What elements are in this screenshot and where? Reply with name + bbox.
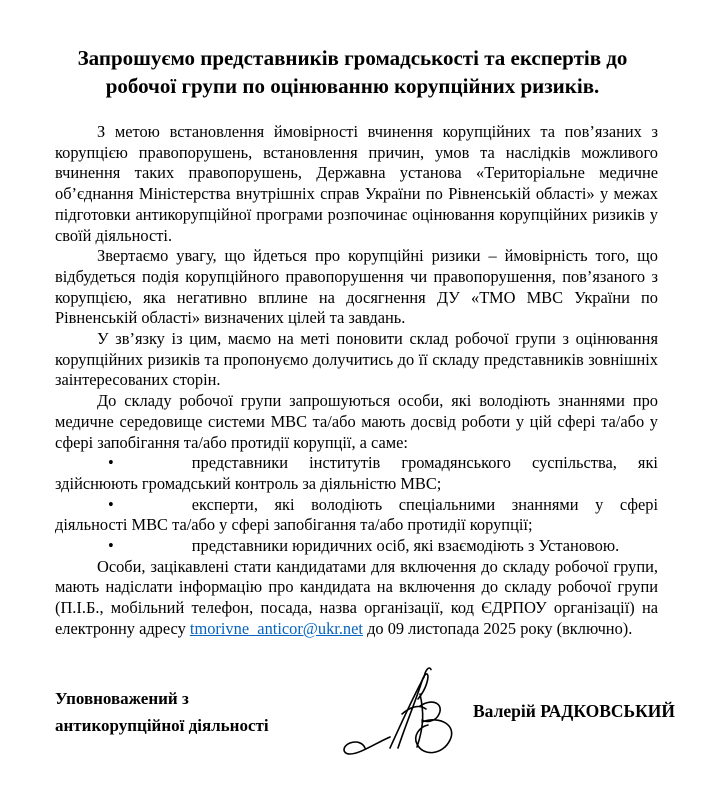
paragraph-renewal: У зв’язку із цим, маємо на меті поновити склад робочої групи з оцінювання корупційних ризиків та пропонуємо долучитись до її складу представників зовнішніх заінтересованих сторін.	[55, 329, 658, 390]
bullet-marker: •	[108, 453, 114, 473]
closing-text-before: Особи, зацікавлені стати кандидатами для включення до складу робочої групи, мають надіслати інформацію про кандидата на включення до складу робочої групи (П.І.Б., мобільний телефон, посада, назва організації, код ЄДРПОУ організації) на електронну адресу	[55, 556, 658, 638]
bullet-item-text: експерти, які володіють спеціальними знаннями у сфері діяльності МВС та/або у сфері запобігання та/або протидії корупції;	[55, 494, 658, 535]
bullet-marker: •	[108, 536, 114, 556]
bullet-marker: •	[108, 494, 114, 514]
signer-role: Уповноважений з антикорупційної діяльності	[55, 688, 269, 735]
signature-image	[333, 664, 473, 760]
document-body	[55, 122, 658, 640]
signature-block	[55, 664, 676, 760]
bullet-item	[55, 453, 658, 494]
signer-name: Валерій РАДКОВСЬКИЙ	[473, 701, 676, 722]
bullet-item	[55, 536, 658, 557]
closing-text-after: до 09 листопада 2025 року (включно).	[362, 618, 633, 638]
bullet-item-text: представники юридичних осіб, які взаємодіють з Установою.	[191, 536, 620, 556]
bullet-list	[55, 453, 658, 557]
bullet-item	[55, 495, 658, 536]
paragraph-application	[55, 557, 658, 640]
document-title: Запрошуємо представників громадськості та експертів до робочої групи по оцінюванню корупційних ризиків.	[77, 46, 628, 98]
bullet-item-text: представники інститутів громадянського суспільства, які здійснюють громадський контроль за діяльністю МВС;	[55, 453, 658, 493]
paragraph-intro: З метою встановлення ймовірності вчинення корупційних та пов’язаних з корупцією правопорушень, встановлення причин, умов та наслідків можливого вчинення таких правопорушень, Державна установа «Територіальне медичне об’єднання Міністерства внутрішніх справ України по Рівненській області» у межах підготовки антикорупційної програми розпочинає оцінювання корупційних ризиків у своїй діяльності.	[55, 122, 658, 245]
email-link[interactable]: tmorivne_anticor@ukr.net	[189, 618, 363, 638]
paragraph-invitees: До складу робочої групи запрошуються особи, які володіють знаннями про медичне середовище системи МВС та/або мають досвід роботи у цій сфері та/або у сфері запобігання та/або протидії корупції, а саме:	[55, 391, 658, 452]
paragraph-risk-definition: Звертаємо увагу, що йдеться про корупційні ризики – ймовірність того, що відбудеться подія корупційного правопорушення чи правопорушення, пов’язаного з корупцією, яка негативно вплине на досягнення ДУ «ТМО МВС України по Рівненській області» визначених цілей та завдань.	[55, 246, 658, 328]
